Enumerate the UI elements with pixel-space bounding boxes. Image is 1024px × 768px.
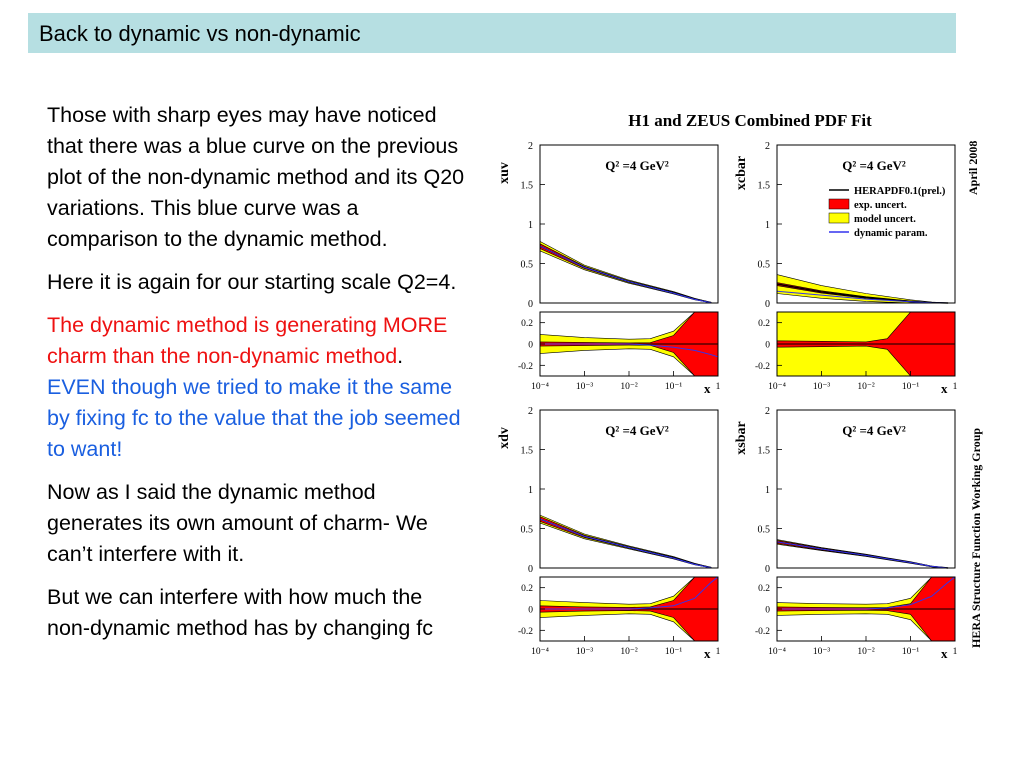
ratio-y-tick-label: 0.2 [758, 319, 770, 330]
legend-label: model uncert. [854, 214, 916, 225]
x-tick-label: 1 [715, 382, 721, 392]
separator: . [397, 344, 404, 368]
scale-label: Q² =4 GeV² [605, 423, 669, 438]
title-bar [28, 13, 956, 53]
scale-label: Q² =4 GeV² [842, 158, 906, 173]
legend-label: HERAPDF0.1(prel.) [854, 186, 946, 197]
x-tick-label: 10⁻² [857, 647, 875, 657]
main-y-tick-label: 0.5 [757, 524, 770, 536]
x-tick-label: 10⁻¹ [901, 382, 920, 392]
ratio-y-tick-label: -0.2 [517, 626, 533, 637]
ratio-y-tick-label: 0.2 [521, 584, 533, 595]
ratio-y-tick-label: 0 [528, 340, 533, 351]
ratio-y-tick-label: 0 [765, 605, 770, 616]
ratio-y-tick-label: -0.2 [754, 626, 770, 637]
main-y-tick-label: 0 [528, 564, 533, 575]
x-tick-label: 10⁻⁴ [768, 647, 786, 657]
panel-xsbar [734, 406, 958, 660]
panel-xcbar [734, 141, 958, 396]
main-y-tick-label: 1 [765, 485, 770, 496]
pdf-figure-svg [480, 100, 1000, 660]
scale-label: Q² =4 GeV² [842, 423, 906, 438]
y-axis-label: xsbar [734, 421, 749, 455]
x-tick-label: 10⁻³ [812, 647, 831, 657]
legend-label: dynamic param. [854, 228, 928, 239]
main-y-tick-label: 0 [765, 564, 770, 575]
x-tick-label: 10⁻¹ [664, 382, 683, 392]
main-y-tick-label: 1 [765, 220, 770, 231]
exp-band [540, 244, 711, 303]
panels-group [497, 141, 958, 660]
x-axis-label: x [941, 646, 948, 660]
paragraph-5: But we can interfere with how much the non-dynamic method has by changing fc [47, 585, 434, 640]
main-y-tick-label: 0.5 [520, 259, 533, 271]
ratio-y-tick-label: -0.2 [517, 361, 533, 372]
ratio-y-tick-label: 0 [765, 340, 770, 351]
legend-swatch-box [829, 199, 849, 209]
main-y-tick-label: 0.5 [757, 259, 770, 271]
main-y-tick-label: 2 [765, 406, 770, 417]
x-tick-label: 10⁻² [857, 382, 875, 392]
main-y-tick-label: 0.5 [520, 524, 533, 536]
x-tick-label: 1 [952, 647, 958, 657]
x-tick-label: 1 [715, 647, 721, 657]
x-axis-label: x [941, 381, 948, 396]
scale-label: Q² =4 GeV² [605, 158, 669, 173]
x-tick-label: 1 [952, 382, 958, 392]
panel-xdv [497, 406, 721, 660]
main-y-tick-label: 1 [528, 220, 533, 231]
side-label-top: April 2008 [966, 140, 980, 195]
ratio-y-tick-label: 0.2 [521, 319, 533, 330]
x-tick-label: 10⁻³ [812, 382, 831, 392]
main-y-tick-label: 1.5 [520, 445, 533, 457]
slide-title: Back to dynamic vs non-dynamic [39, 21, 361, 46]
main-y-tick-label: 1.5 [757, 445, 770, 457]
ratio-y-tick-label: 0.2 [758, 584, 770, 595]
body-text [47, 100, 467, 656]
main-y-tick-label: 0 [528, 299, 533, 310]
paragraph-2: Here it is again for our starting scale Q2=4. [47, 270, 457, 294]
dynamic-curve [540, 246, 711, 303]
red-statement: The dynamic method is generating MORE charm than the non-dynamic method [47, 313, 448, 368]
y-axis-label: xuv [497, 162, 512, 184]
paragraph-4: Now as I said the dynamic method generates its own amount of charm- We can’t interfere with it. [47, 480, 428, 566]
central-curve [540, 246, 711, 303]
main-y-tick-label: 0 [765, 299, 770, 310]
x-tick-label: 10⁻¹ [664, 647, 683, 657]
x-tick-label: 10⁻⁴ [531, 382, 549, 392]
legend-label: exp. uncert. [854, 200, 907, 211]
main-y-tick-label: 2 [528, 406, 533, 417]
ratio-y-tick-label: 0 [528, 605, 533, 616]
x-axis-label: x [704, 646, 711, 660]
legend-swatch-box [829, 213, 849, 223]
model-band [540, 515, 711, 568]
x-tick-label: 10⁻³ [575, 647, 594, 657]
pdf-figure [480, 100, 1000, 660]
x-tick-label: 10⁻² [620, 382, 638, 392]
panel-xuv [497, 141, 721, 396]
main-y-tick-label: 2 [765, 141, 770, 152]
side-label-bottom: HERA Structure Function Working Group [969, 427, 983, 648]
ratio-y-tick-label: -0.2 [754, 361, 770, 372]
main-y-tick-label: 1.5 [757, 180, 770, 192]
x-tick-label: 10⁻² [620, 647, 638, 657]
paragraph-3 [47, 310, 467, 465]
y-axis-label: xdv [497, 427, 512, 449]
x-axis-label: x [704, 381, 711, 396]
blue-statement: EVEN though we tried to make it the same by fixing fc to the value that the job seemed to want! [47, 375, 461, 461]
main-y-tick-label: 1.5 [520, 180, 533, 192]
x-tick-label: 10⁻¹ [901, 647, 920, 657]
x-tick-label: 10⁻³ [575, 382, 594, 392]
paragraph-1: Those with sharp eyes may have noticed that there was a blue curve on the previous plot of the non-dynamic method and its Q20 variations. This blue curve was a comparison to the dynamic method. [47, 103, 465, 251]
model-band [540, 241, 711, 302]
main-y-tick-label: 2 [528, 141, 533, 152]
x-tick-label: 10⁻⁴ [768, 382, 786, 392]
y-axis-label: xcbar [734, 155, 749, 191]
main-y-tick-label: 1 [528, 485, 533, 496]
chart-title: H1 and ZEUS Combined PDF Fit [628, 111, 872, 130]
x-tick-label: 10⁻⁴ [531, 647, 549, 657]
